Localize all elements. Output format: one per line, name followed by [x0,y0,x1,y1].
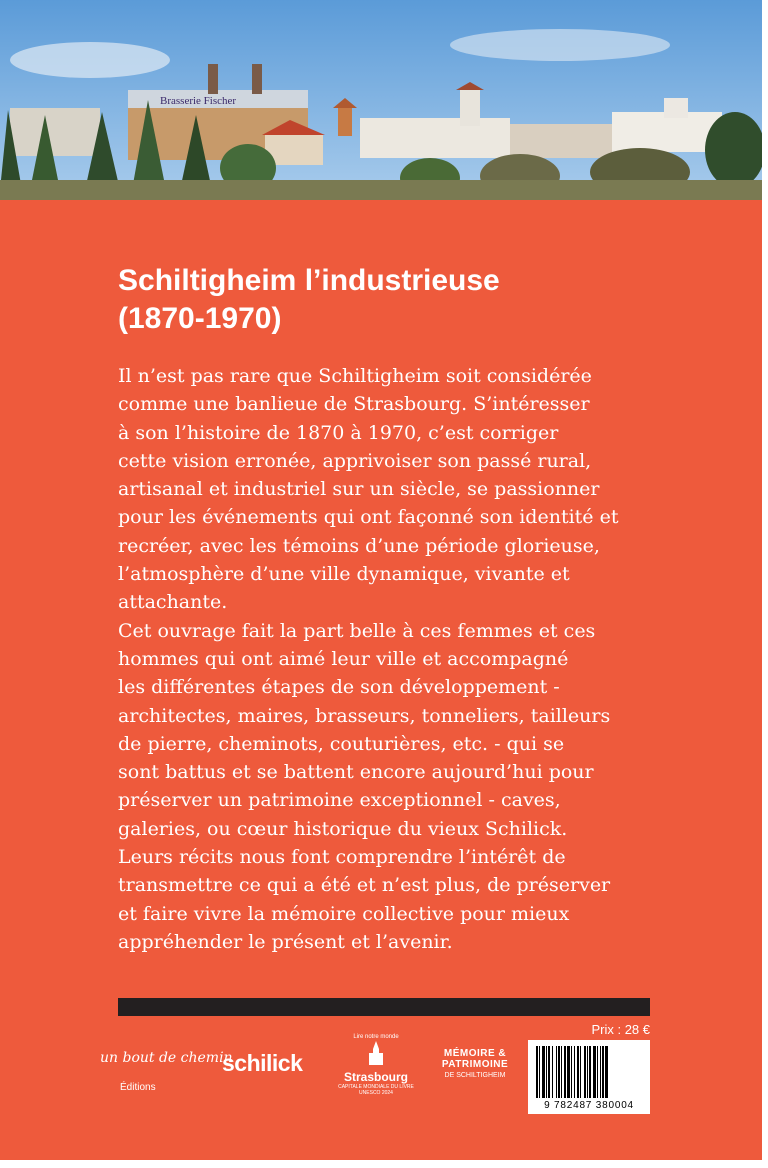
text-line: à son l’histoire de 1870 à 1970, c’est corriger [118,421,559,444]
title-line-1: Schiltigheim l’industrieuse [118,264,500,297]
memoire-line-1: MÉMOIRE & [443,1048,507,1059]
text-line: et faire vivre la mémoire collective pour mieux [118,902,570,925]
memoire-patrimoine-logo [430,1048,520,1081]
isbn-barcode [528,1040,650,1114]
memoire-line-3: DE SCHILTIGHEIM [444,1072,506,1079]
text-line: attachante. [118,591,228,614]
text-line: l’atmosphère d’une ville dynamique, vivante et [118,563,570,586]
publisher-script-text: un bout de chemin [100,1050,233,1066]
text-line: hommes qui ont aimé leur ville et accompagné [118,647,569,670]
text-line: cette vision erronée, apprivoiser son passé rural, [118,449,592,472]
price-label: Prix : 28 € [591,1022,650,1037]
text-line: galeries, ou cœur historique du vieux Schilick. [118,817,568,840]
text-line: Il n’est pas rare que Schiltigheim soit considérée [118,365,592,387]
memoire-line-2: PATRIMOINE [441,1059,509,1070]
text-line: transmettre ce qui a été et n’est plus, de préserver [118,874,611,897]
back-cover-description [118,362,718,956]
text-line: recréer, avec les témoins d’une période glorieuse, [118,534,600,557]
text-line: les différentes étapes de son développement - [118,676,560,699]
schilick-logo: schilick [222,1050,303,1076]
barcode-icon [534,1046,644,1098]
text-line: Cet ouvrage fait la part belle à ces femmes et ces [118,619,596,642]
strasbourg-tagline: Lire notre monde [353,1034,399,1040]
text-line: appréhender le présent et l’avenir. [118,930,453,953]
text-line: architectes, maires, brasseurs, tonneliers, tailleurs [118,704,611,727]
cathedral-icon [366,1041,386,1065]
publisher-logo [100,1040,233,1100]
publisher-editions-text: Éditions [120,1082,156,1093]
text-line: comme une banlieue de Strasbourg. S’intéresser [118,393,590,416]
text-line: pour les événements qui ont façonné son identité et [118,506,619,529]
cover-photo-schiltigheim-skyline [0,0,762,200]
strasbourg-logo [336,1034,416,1104]
book-title [118,262,678,338]
text-line: sont battus et se battent encore aujourd’hui pour [118,761,594,784]
text-line: artisanal et industriel sur un siècle, se passionner [118,478,600,501]
title-line-2: (1870-1970) [118,302,282,335]
text-line: de pierre, cheminots, couturières, etc. - qui se [118,732,565,755]
divider-bar [118,998,650,1016]
isbn-number: 9 782487 380004 [544,1100,634,1111]
text-line: Leurs récits nous font comprendre l’intérêt de [118,846,566,869]
text-line: préserver un patrimoine exceptionnel - caves, [118,789,561,812]
brewery-sign: Brasserie Fischer [160,95,237,107]
strasbourg-subtitle: CAPITALE MONDIALE DU LIVRE UNESCO 2024 [338,1084,414,1096]
strasbourg-name: Strasbourg [343,1070,408,1084]
